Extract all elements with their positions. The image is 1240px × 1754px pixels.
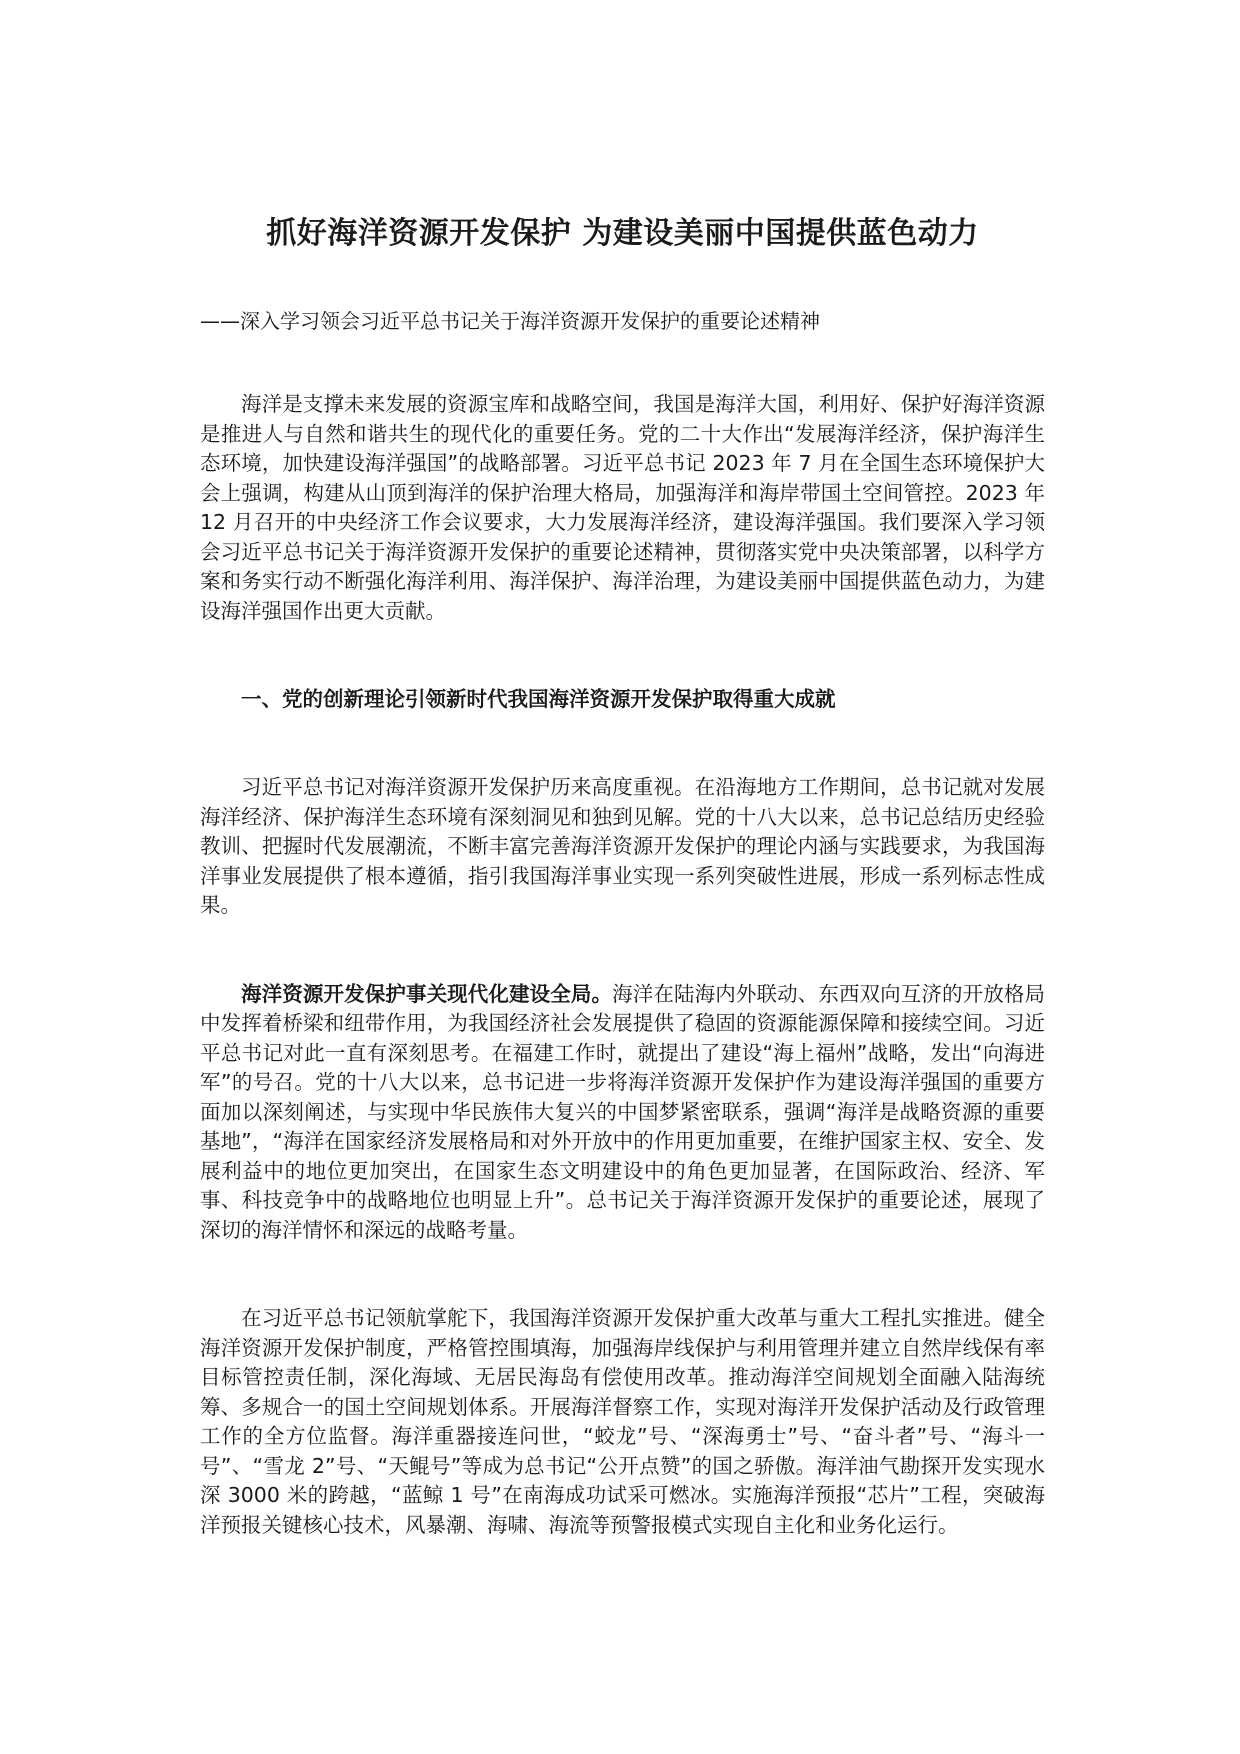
paragraph-2: 习近平总书记对海洋资源开发保护历来高度重视。在沿海地方工作期间，总书记就对发展海洋经济、保护海洋生态环境有深刻洞见和独到见解。党的十八大以来，总书记总结历史经验教训、把握时代发展潮流，不断丰富完善海洋资源开发保护的理论内涵与实践要求，为我国海洋事业发展提供了根本遵循，指引我国海洋事业实现一系列突破性进展，形成一系列标志性成果。 — [200, 775, 1045, 917]
paragraph-3-body: 海洋在陆海内外联动、东西双向互济的开放格局中发挥着桥梁和纽带作用，为我国经济社会发展提供了稳固的资源能源保障和接续空间。习近平总书记对此一直有深刻思考。在福建工作时，就提出了建设“海上福州”战略，发出“向海进军”的号召。党的十八大以来，总书记进一步将海洋资源开发保护作为建设海洋强国的重要方面加以深刻阐述，与实现中华民族伟大复兴的中国梦紧密联系，强调“海洋是战略资源的重要基地”，“海洋在国家经济发展格局和对外开放中的作用更加重要，在维护国家主权、安全、发展利益中的地位更加突出，在国家生态文明建设中的角色更加显著，在国际政治、经济、军事、科技竞争中的战略地位也明显上升”。总书记关于海洋资源开发保护的重要论述，展现了深切的海洋情怀和深远的战略考量。 — [200, 981, 1046, 1242]
document-title: 抓好海洋资源开发保护 为建设美丽中国提供蓝色动力 — [266, 216, 979, 251]
paragraph-3-lead: 海洋资源开发保护事关现代化建设全局。 — [241, 981, 613, 1006]
paragraph-intro: 海洋是支撑未来发展的资源宝库和战略空间，我国是海洋大国，利用好、保护好海洋资源是推进人与自然和谐共生的现代化的重要任务。党的二十大作出“发展海洋经济，保护海洋生态环境，加快建设海洋强国”的战略部署。习近平总书记 2023 年 7 月在全国生态环境保护大会上强调，构建从山顶到海洋的保护治理大格局，加强海洋和海岸带国土空间管控。2023 年 12 月召开的中央经济工作会议要求，大力发展海洋经济，建设海洋强国。我们要深入学习领会习近平总书记关于海洋资源开发保护的重要论述精神，贯彻落实党中央决策部署，以科学方案和务实行动不断强化海洋利用、海洋保护、海洋治理，为建设美丽中国提供蓝色动力，为建设海洋强国作出更大贡献。 — [200, 392, 1045, 623]
section-heading-1: 一、党的创新理论引领新时代我国海洋资源开发保护取得重大成就 — [241, 687, 836, 711]
paragraph-3 — [200, 980, 1045, 1246]
paragraph-4: 在习近平总书记领航掌舵下，我国海洋资源开发保护重大改革与重大工程扎实推进。健全海洋资源开发保护制度，严格管控围填海，加强海岸线保护与利用管理并建立自然岸线保有率目标管控责任制，深化海域、无居民海岛有偿使用改革。推动海洋空间规划全面融入陆海统筹、多规合一的国土空间规划体系。开展海洋督察工作，实现对海洋开发保护活动及行政管理工作的全方位监督。海洋重器接连问世，“蛟龙”号、“深海勇士”号、“奋斗者”号、“海斗一号”、“雪龙 2”号、“天鲲号”等成为总书记“公开点赞”的国之骄傲。海洋油气勘探开发实现水深 3000 米的跨越，“蓝鲸 1 号”在南海成功试采可燃冰。实施海洋预报“芯片”工程，突破海洋预报关键核心技术，风暴潮、海啸、海流等预警报模式实现自主化和业务化运行。 — [200, 1306, 1045, 1537]
document-subtitle: ——深入学习领会习近平总书记关于海洋资源开发保护的重要论述精神 — [200, 309, 820, 333]
document-page — [200, 0, 1045, 1540]
